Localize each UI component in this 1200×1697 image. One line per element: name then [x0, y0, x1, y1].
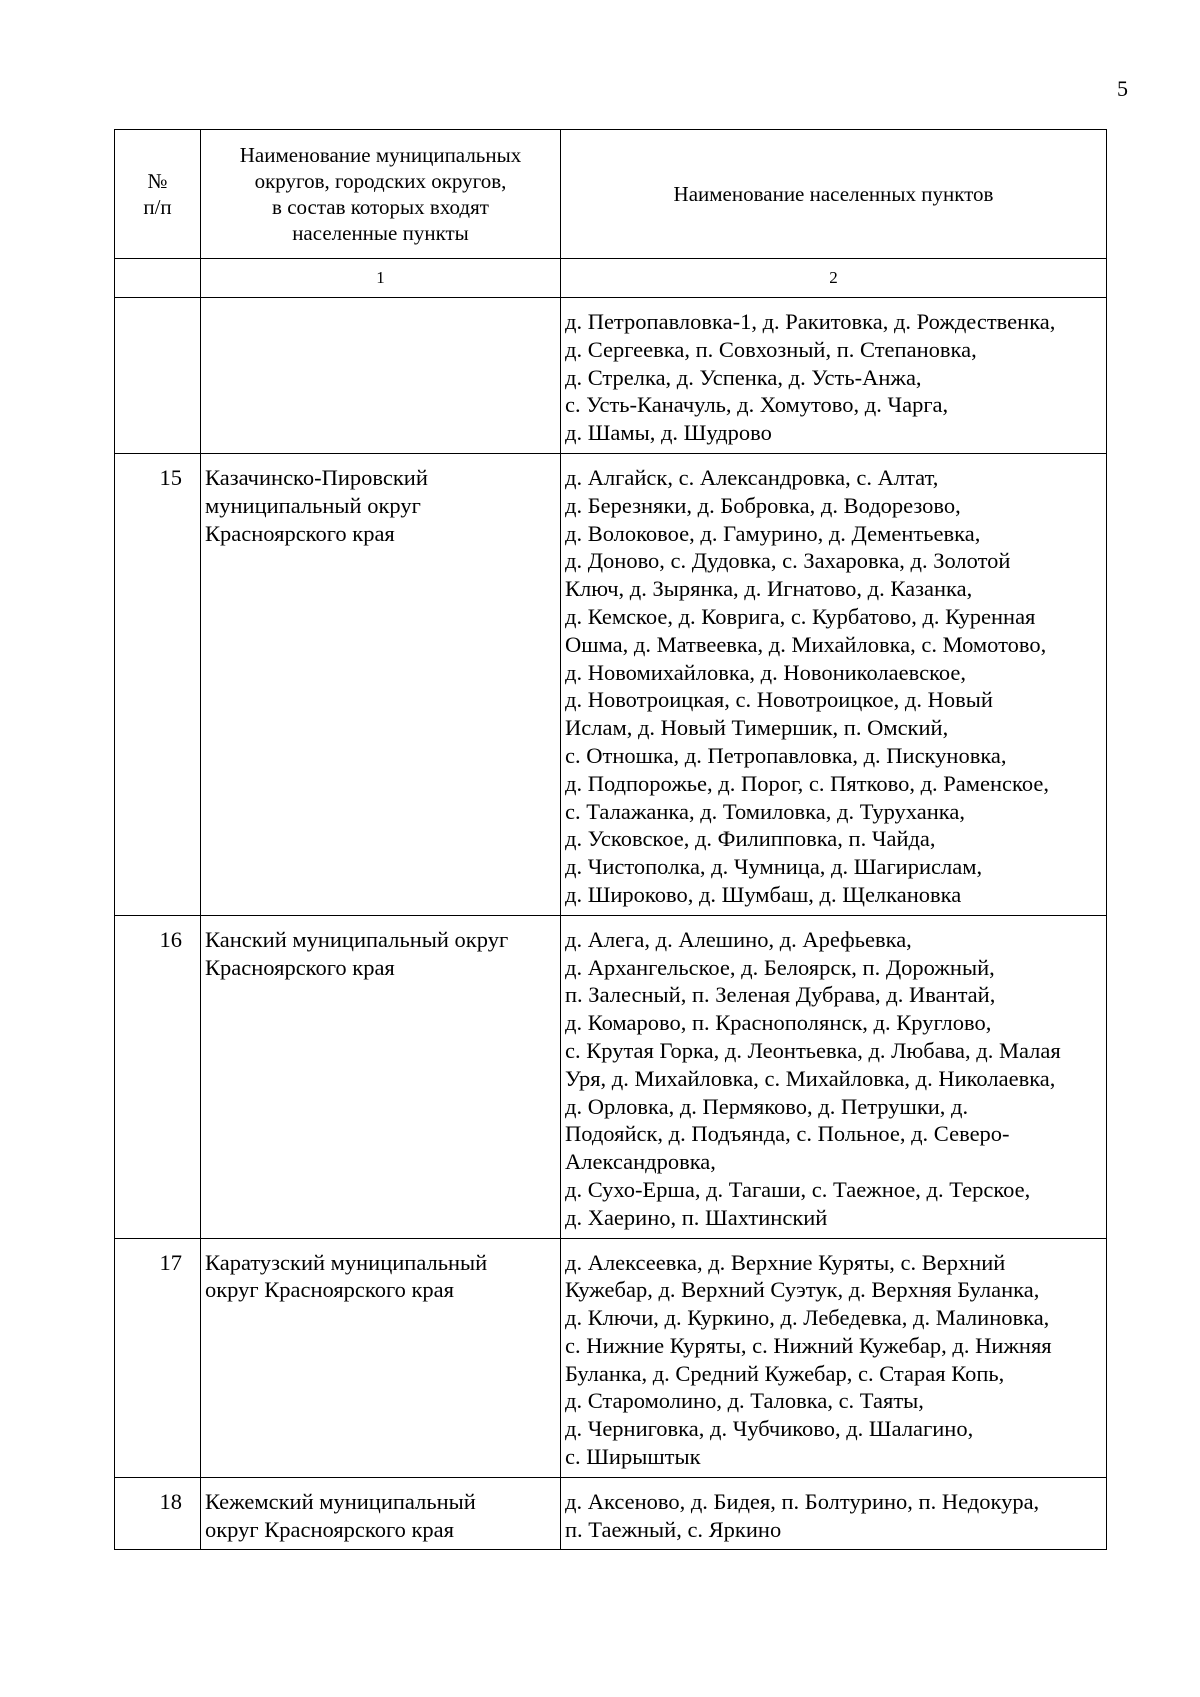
- settlement-line: д. Широково, д. Шумбаш, д. Щелкановка: [565, 881, 962, 907]
- table-row: [115, 298, 1107, 454]
- district-name-line: Каратузский муниципальный: [205, 1249, 488, 1275]
- settlement-line: д. Усковское, д. Филипповка, п. Чайда,: [565, 826, 936, 852]
- settlement-line: д. Стрелка, д. Успенка, д. Усть-Анжа,: [565, 364, 922, 390]
- header-settlements-cell: Наименование населенных пунктов: [561, 130, 1107, 259]
- district-name-line: округ Красноярского края: [205, 1516, 455, 1542]
- settlement-line: д. Кемское, д. Коврига, с. Курбатово, д. Куренная: [565, 603, 1036, 629]
- table-header-row: [115, 130, 1107, 259]
- row-number: 17: [115, 1238, 201, 1477]
- settlement-line: с. Нижние Куряты, с. Нижний Кужебар, д. Нижняя: [565, 1332, 1052, 1358]
- table-row: [115, 1477, 1107, 1550]
- settlement-line: д. Орловка, д. Пермяково, д. Петрушки, д.: [565, 1093, 969, 1119]
- table-body: [115, 298, 1107, 1550]
- district-name-cell: [201, 298, 561, 454]
- settlement-line: д. Комарово, п. Краснополянск, д. Круглово,: [565, 1010, 992, 1036]
- header-district-line: населенные пункты: [292, 221, 469, 245]
- district-name-cell: [201, 915, 561, 1238]
- district-name-line: Кежемский муниципальный: [205, 1488, 476, 1514]
- district-name-cell: [201, 1238, 561, 1477]
- settlements-table: [114, 129, 1107, 1550]
- settlement-line: п. Залесный, п. Зеленая Дубрава, д. Ивантай,: [565, 982, 996, 1008]
- settlement-line: Подояйск, д. Подъянда, с. Польное, д. Северо-: [565, 1121, 1010, 1147]
- settlement-line: Буланка, д. Средний Кужебар, с. Старая Копь,: [565, 1360, 1005, 1386]
- header-district-line: округов, городских округов,: [254, 169, 507, 193]
- row-number: 16: [115, 915, 201, 1238]
- settlement-line: д. Доново, с. Дудовка, с. Захаровка, д. Золотой: [565, 548, 1011, 574]
- settlement-line: Уря, д. Михайловка, с. Михайловка, д. Николаевка,: [565, 1065, 1056, 1091]
- settlements-cell: [561, 915, 1107, 1238]
- settlement-line: д. Алега, д. Алешино, д. Арефьевка,: [565, 926, 912, 952]
- settlement-line: д. Хаерино, п. Шахтинский: [565, 1204, 828, 1230]
- settlement-line: с. Усть-Каначуль, д. Хомутово, д. Чарга,: [565, 392, 949, 418]
- settlement-line: Александровка,: [565, 1149, 716, 1175]
- header-district-line: Наименование муниципальных: [239, 143, 522, 167]
- row-number: 18: [115, 1477, 201, 1550]
- settlement-line: д. Волоковое, д. Гамурино, д. Дементьевка,: [565, 520, 981, 546]
- page-number: 5: [1117, 76, 1128, 101]
- district-name-cell: [201, 453, 561, 915]
- settlements-cell: [561, 1477, 1107, 1550]
- settlements-cell: [561, 453, 1107, 915]
- settlement-line: с. Ширыштык: [565, 1444, 701, 1470]
- settlements-cell: [561, 298, 1107, 454]
- column-index-2: 2: [561, 259, 1107, 298]
- table-row: [115, 1238, 1107, 1477]
- row-number: [115, 298, 201, 454]
- settlement-line: д. Старомолино, д. Таловка, с. Таяты,: [565, 1388, 924, 1414]
- settlement-line: д. Черниговка, д. Чубчиково, д. Шалагино,: [565, 1416, 974, 1442]
- settlement-line: д. Новомихайловка, д. Новониколаевское,: [565, 659, 967, 685]
- settlement-line: д. Аксеново, д. Бидея, п. Болтурино, п. Недокура,: [565, 1488, 1040, 1514]
- district-name-cell: [201, 1477, 561, 1550]
- settlement-line: Ошма, д. Матвеевка, д. Михайловка, с. Момотово,: [565, 631, 1047, 657]
- district-name-line: Казачинско-Пировский: [205, 464, 428, 490]
- district-name-line: Красноярского края: [205, 954, 395, 980]
- district-name-line: муниципальный округ: [205, 492, 421, 518]
- settlement-line: д. Сергеевка, п. Совхозный, п. Степановка,: [565, 336, 977, 362]
- district-name-line: Канский муниципальный округ: [205, 926, 509, 952]
- header-district-line: в состав которых входят: [272, 195, 489, 219]
- table-row: [115, 915, 1107, 1238]
- settlement-line: д. Алексеевка, д. Верхние Куряты, с. Верхний: [565, 1249, 1006, 1275]
- header-num-cell: [115, 130, 201, 259]
- column-index-1: 1: [201, 259, 561, 298]
- settlement-line: д. Подпорожье, д. Порог, с. Пятково, д. Раменское,: [565, 770, 1049, 796]
- settlement-line: д. Чистополка, д. Чумница, д. Шагирислам,: [565, 854, 983, 880]
- row-number: 15: [115, 453, 201, 915]
- settlement-line: д. Сухо-Ерша, д. Тагаши, с. Таежное, д. Терское,: [565, 1176, 1031, 1202]
- column-index-empty: [115, 259, 201, 298]
- settlement-line: Ключ, д. Зырянка, д. Игнатово, д. Казанка,: [565, 576, 973, 602]
- settlement-line: с. Крутая Горка, д. Леонтьевка, д. Любава, д. Малая: [565, 1037, 1061, 1063]
- settlement-line: д. Архангельское, д. Белоярск, п. Дорожный,: [565, 954, 995, 980]
- settlement-line: Кужебар, д. Верхний Суэтук, д. Верхняя Буланка,: [565, 1277, 1040, 1303]
- column-index-row: [115, 259, 1107, 298]
- settlement-line: д. Ключи, д. Куркино, д. Лебедевка, д. Малиновка,: [565, 1305, 1050, 1331]
- header-num-line: №: [147, 169, 168, 193]
- district-name-line: округ Красноярского края: [205, 1277, 455, 1303]
- settlement-line: д. Шамы, д. Шудрово: [565, 420, 772, 446]
- settlements-cell: [561, 1238, 1107, 1477]
- header-num-line: п/п: [143, 195, 172, 219]
- settlement-line: д. Новотроицкая, с. Новотроицкое, д. Новый: [565, 687, 993, 713]
- settlement-line: с. Отношка, д. Петропавловка, д. Пискуновка,: [565, 742, 1007, 768]
- settlement-line: д. Петропавловка-1, д. Ракитовка, д. Рождественка,: [565, 309, 1056, 334]
- district-name-line: Красноярского края: [205, 520, 395, 546]
- settlement-line: д. Березняки, д. Бобровка, д. Водорезово,: [565, 492, 961, 518]
- settlement-line: с. Талажанка, д. Томиловка, д. Туруханка,: [565, 798, 965, 824]
- settlement-line: Ислам, д. Новый Тимершик, п. Омский,: [565, 715, 949, 741]
- settlement-line: п. Таежный, с. Яркино: [565, 1516, 782, 1542]
- table-row: [115, 453, 1107, 915]
- header-district-cell: [201, 130, 561, 259]
- settlement-line: д. Алгайск, с. Александровка, с. Алтат,: [565, 464, 939, 490]
